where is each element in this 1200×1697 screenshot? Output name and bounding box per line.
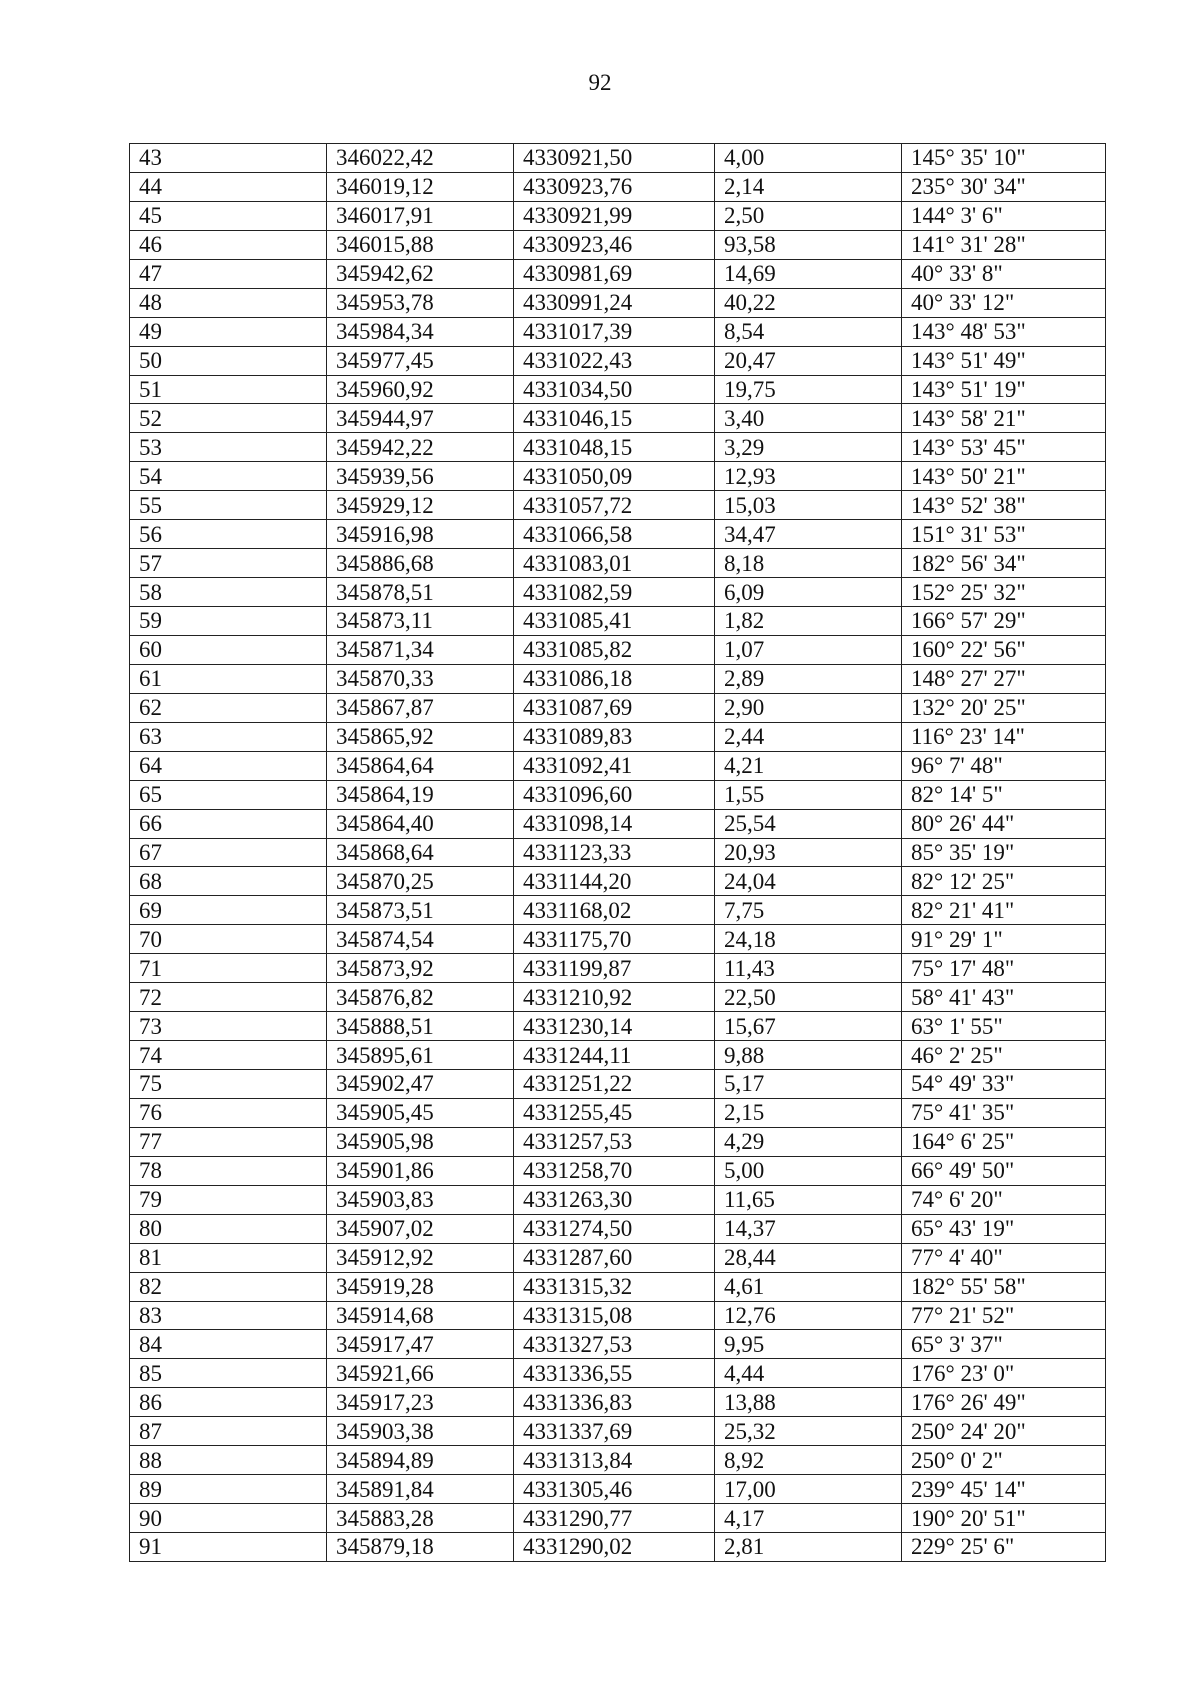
table-row	[130, 1388, 1106, 1417]
point-number-cell: 69	[130, 896, 327, 925]
distance-cell: 19,75	[715, 375, 902, 404]
distance-cell: 25,32	[715, 1417, 902, 1446]
x-coordinate-cell: 345917,47	[327, 1330, 514, 1359]
table-row	[130, 983, 1106, 1012]
table-row	[130, 1301, 1106, 1330]
distance-cell: 40,22	[715, 288, 902, 317]
table-row	[130, 1243, 1106, 1272]
point-number-cell: 72	[130, 983, 327, 1012]
table-row	[130, 346, 1106, 375]
point-number-cell: 63	[130, 722, 327, 751]
x-coordinate-cell: 345901,86	[327, 1156, 514, 1185]
table-row	[130, 549, 1106, 578]
bearing-cell: 143° 53' 45"	[902, 433, 1106, 462]
bearing-cell: 75° 17' 48"	[902, 954, 1106, 983]
x-coordinate-cell: 345960,92	[327, 375, 514, 404]
x-coordinate-cell: 345905,98	[327, 1127, 514, 1156]
distance-cell: 12,93	[715, 462, 902, 491]
x-coordinate-cell: 345912,92	[327, 1243, 514, 1272]
x-coordinate-cell: 345903,83	[327, 1185, 514, 1214]
distance-cell: 7,75	[715, 896, 902, 925]
table-row	[130, 1214, 1106, 1243]
y-coordinate-cell: 4331098,14	[514, 809, 715, 838]
distance-cell: 3,29	[715, 433, 902, 462]
point-number-cell: 87	[130, 1417, 327, 1446]
table-row	[130, 1446, 1106, 1475]
y-coordinate-cell: 4331251,22	[514, 1070, 715, 1099]
x-coordinate-cell: 345903,38	[327, 1417, 514, 1446]
point-number-cell: 60	[130, 635, 327, 664]
y-coordinate-cell: 4331017,39	[514, 317, 715, 346]
x-coordinate-cell: 345873,92	[327, 954, 514, 983]
y-coordinate-cell: 4331315,08	[514, 1301, 715, 1330]
distance-cell: 3,40	[715, 404, 902, 433]
table-row	[130, 230, 1106, 259]
table-row	[130, 1417, 1106, 1446]
distance-cell: 2,90	[715, 693, 902, 722]
distance-cell: 5,00	[715, 1156, 902, 1185]
table-row	[130, 288, 1106, 317]
x-coordinate-cell: 345888,51	[327, 1012, 514, 1041]
distance-cell: 2,15	[715, 1098, 902, 1127]
bearing-cell: 91° 29' 1"	[902, 925, 1106, 954]
bearing-cell: 77° 4' 40"	[902, 1243, 1106, 1272]
distance-cell: 1,82	[715, 607, 902, 636]
distance-cell: 14,69	[715, 259, 902, 288]
distance-cell: 25,54	[715, 809, 902, 838]
distance-cell: 11,65	[715, 1185, 902, 1214]
y-coordinate-cell: 4331092,41	[514, 751, 715, 780]
point-number-cell: 77	[130, 1127, 327, 1156]
y-coordinate-cell: 4330923,46	[514, 230, 715, 259]
y-coordinate-cell: 4331257,53	[514, 1127, 715, 1156]
table-row	[130, 520, 1106, 549]
bearing-cell: 235° 30' 34"	[902, 172, 1106, 201]
point-number-cell: 62	[130, 693, 327, 722]
bearing-cell: 151° 31' 53"	[902, 520, 1106, 549]
y-coordinate-cell: 4331210,92	[514, 983, 715, 1012]
y-coordinate-cell: 4331258,70	[514, 1156, 715, 1185]
bearing-cell: 65° 3' 37"	[902, 1330, 1106, 1359]
table-row	[130, 1098, 1106, 1127]
x-coordinate-cell: 345916,98	[327, 520, 514, 549]
distance-cell: 4,21	[715, 751, 902, 780]
x-coordinate-cell: 345878,51	[327, 578, 514, 607]
x-coordinate-cell: 345907,02	[327, 1214, 514, 1243]
point-number-cell: 75	[130, 1070, 327, 1099]
x-coordinate-cell: 345873,11	[327, 607, 514, 636]
point-number-cell: 48	[130, 288, 327, 317]
bearing-cell: 182° 55' 58"	[902, 1272, 1106, 1301]
y-coordinate-cell: 4331048,15	[514, 433, 715, 462]
y-coordinate-cell: 4331337,69	[514, 1417, 715, 1446]
point-number-cell: 52	[130, 404, 327, 433]
distance-cell: 93,58	[715, 230, 902, 259]
x-coordinate-cell: 345891,84	[327, 1475, 514, 1504]
y-coordinate-cell: 4331327,53	[514, 1330, 715, 1359]
x-coordinate-cell: 345914,68	[327, 1301, 514, 1330]
bearing-cell: 85° 35' 19"	[902, 838, 1106, 867]
point-number-cell: 55	[130, 491, 327, 520]
bearing-cell: 250° 0' 2"	[902, 1446, 1106, 1475]
point-number-cell: 78	[130, 1156, 327, 1185]
bearing-cell: 132° 20' 25"	[902, 693, 1106, 722]
y-coordinate-cell: 4331287,60	[514, 1243, 715, 1272]
y-coordinate-cell: 4331255,45	[514, 1098, 715, 1127]
point-number-cell: 66	[130, 809, 327, 838]
x-coordinate-cell: 346022,42	[327, 144, 514, 173]
x-coordinate-cell: 346017,91	[327, 201, 514, 230]
point-number-cell: 85	[130, 1359, 327, 1388]
distance-cell: 14,37	[715, 1214, 902, 1243]
distance-cell: 1,55	[715, 780, 902, 809]
distance-cell: 8,92	[715, 1446, 902, 1475]
bearing-cell: 190° 20' 51"	[902, 1504, 1106, 1533]
point-number-cell: 79	[130, 1185, 327, 1214]
y-coordinate-cell: 4331290,02	[514, 1533, 715, 1562]
point-number-cell: 91	[130, 1533, 327, 1562]
bearing-cell: 65° 43' 19"	[902, 1214, 1106, 1243]
point-number-cell: 56	[130, 520, 327, 549]
x-coordinate-cell: 345944,97	[327, 404, 514, 433]
bearing-cell: 176° 26' 49"	[902, 1388, 1106, 1417]
bearing-cell: 143° 51' 49"	[902, 346, 1106, 375]
table-row	[130, 259, 1106, 288]
x-coordinate-cell: 345984,34	[327, 317, 514, 346]
table-row	[130, 751, 1106, 780]
x-coordinate-cell: 345871,34	[327, 635, 514, 664]
bearing-cell: 141° 31' 28"	[902, 230, 1106, 259]
table-row	[130, 1272, 1106, 1301]
x-coordinate-cell: 345864,40	[327, 809, 514, 838]
distance-cell: 9,95	[715, 1330, 902, 1359]
y-coordinate-cell: 4331066,58	[514, 520, 715, 549]
point-number-cell: 64	[130, 751, 327, 780]
distance-cell: 20,47	[715, 346, 902, 375]
distance-cell: 1,07	[715, 635, 902, 664]
y-coordinate-cell: 4331244,11	[514, 1041, 715, 1070]
y-coordinate-cell: 4331199,87	[514, 954, 715, 983]
y-coordinate-cell: 4331144,20	[514, 867, 715, 896]
y-coordinate-cell: 4331050,09	[514, 462, 715, 491]
table-row	[130, 896, 1106, 925]
table-row	[130, 1070, 1106, 1099]
table-row	[130, 404, 1106, 433]
y-coordinate-cell: 4331336,55	[514, 1359, 715, 1388]
x-coordinate-cell: 345870,33	[327, 664, 514, 693]
table-row	[130, 1504, 1106, 1533]
bearing-cell: 66° 49' 50"	[902, 1156, 1106, 1185]
y-coordinate-cell: 4331022,43	[514, 346, 715, 375]
y-coordinate-cell: 4331082,59	[514, 578, 715, 607]
table-row	[130, 722, 1106, 751]
y-coordinate-cell: 4330921,99	[514, 201, 715, 230]
table-row	[130, 838, 1106, 867]
bearing-cell: 143° 58' 21"	[902, 404, 1106, 433]
table-row	[130, 375, 1106, 404]
point-number-cell: 82	[130, 1272, 327, 1301]
table-row	[130, 1330, 1106, 1359]
distance-cell: 12,76	[715, 1301, 902, 1330]
distance-cell: 4,44	[715, 1359, 902, 1388]
point-number-cell: 61	[130, 664, 327, 693]
table-row	[130, 1041, 1106, 1070]
distance-cell: 20,93	[715, 838, 902, 867]
x-coordinate-cell: 345865,92	[327, 722, 514, 751]
x-coordinate-cell: 345977,45	[327, 346, 514, 375]
point-number-cell: 83	[130, 1301, 327, 1330]
y-coordinate-cell: 4330981,69	[514, 259, 715, 288]
point-number-cell: 68	[130, 867, 327, 896]
y-coordinate-cell: 4331175,70	[514, 925, 715, 954]
y-coordinate-cell: 4331315,32	[514, 1272, 715, 1301]
bearing-cell: 116° 23' 14"	[902, 722, 1106, 751]
x-coordinate-cell: 346015,88	[327, 230, 514, 259]
distance-cell: 2,81	[715, 1533, 902, 1562]
point-number-cell: 81	[130, 1243, 327, 1272]
table-row	[130, 1475, 1106, 1504]
distance-cell: 9,88	[715, 1041, 902, 1070]
point-number-cell: 67	[130, 838, 327, 867]
bearing-cell: 46° 2' 25"	[902, 1041, 1106, 1070]
table-row	[130, 693, 1106, 722]
bearing-cell: 82° 12' 25"	[902, 867, 1106, 896]
bearing-cell: 250° 24' 20"	[902, 1417, 1106, 1446]
table-row	[130, 809, 1106, 838]
bearing-cell: 77° 21' 52"	[902, 1301, 1106, 1330]
x-coordinate-cell: 345894,89	[327, 1446, 514, 1475]
point-number-cell: 53	[130, 433, 327, 462]
bearing-cell: 80° 26' 44"	[902, 809, 1106, 838]
bearing-cell: 145° 35' 10"	[902, 144, 1106, 173]
table-row	[130, 607, 1106, 636]
bearing-cell: 176° 23' 0"	[902, 1359, 1106, 1388]
x-coordinate-cell: 345868,64	[327, 838, 514, 867]
point-number-cell: 76	[130, 1098, 327, 1127]
distance-cell: 15,03	[715, 491, 902, 520]
point-number-cell: 46	[130, 230, 327, 259]
point-number-cell: 57	[130, 549, 327, 578]
table-row	[130, 1359, 1106, 1388]
distance-cell: 13,88	[715, 1388, 902, 1417]
x-coordinate-cell: 345921,66	[327, 1359, 514, 1388]
point-number-cell: 90	[130, 1504, 327, 1533]
y-coordinate-cell: 4331034,50	[514, 375, 715, 404]
distance-cell: 11,43	[715, 954, 902, 983]
y-coordinate-cell: 4331085,82	[514, 635, 715, 664]
bearing-cell: 160° 22' 56"	[902, 635, 1106, 664]
bearing-cell: 63° 1' 55"	[902, 1012, 1106, 1041]
distance-cell: 2,50	[715, 201, 902, 230]
point-number-cell: 88	[130, 1446, 327, 1475]
distance-cell: 28,44	[715, 1243, 902, 1272]
coordinates-table	[129, 143, 1106, 1562]
bearing-cell: 152° 25' 32"	[902, 578, 1106, 607]
y-coordinate-cell: 4331336,83	[514, 1388, 715, 1417]
bearing-cell: 148° 27' 27"	[902, 664, 1106, 693]
x-coordinate-cell: 345942,62	[327, 259, 514, 288]
table-row	[130, 867, 1106, 896]
distance-cell: 5,17	[715, 1070, 902, 1099]
x-coordinate-cell: 345919,28	[327, 1272, 514, 1301]
y-coordinate-cell: 4330923,76	[514, 172, 715, 201]
page-number: 92	[588, 70, 612, 95]
x-coordinate-cell: 345902,47	[327, 1070, 514, 1099]
table-row	[130, 317, 1106, 346]
y-coordinate-cell: 4331263,30	[514, 1185, 715, 1214]
y-coordinate-cell: 4331168,02	[514, 896, 715, 925]
point-number-cell: 45	[130, 201, 327, 230]
point-number-cell: 74	[130, 1041, 327, 1070]
y-coordinate-cell: 4330921,50	[514, 144, 715, 173]
x-coordinate-cell: 345864,64	[327, 751, 514, 780]
point-number-cell: 86	[130, 1388, 327, 1417]
bearing-cell: 166° 57' 29"	[902, 607, 1106, 636]
y-coordinate-cell: 4331083,01	[514, 549, 715, 578]
distance-cell: 4,61	[715, 1272, 902, 1301]
x-coordinate-cell: 345895,61	[327, 1041, 514, 1070]
distance-cell: 4,17	[715, 1504, 902, 1533]
x-coordinate-cell: 345874,54	[327, 925, 514, 954]
bearing-cell: 75° 41' 35"	[902, 1098, 1106, 1127]
x-coordinate-cell: 345873,51	[327, 896, 514, 925]
x-coordinate-cell: 345879,18	[327, 1533, 514, 1562]
x-coordinate-cell: 345870,25	[327, 867, 514, 896]
table-row	[130, 172, 1106, 201]
point-number-cell: 59	[130, 607, 327, 636]
x-coordinate-cell: 345953,78	[327, 288, 514, 317]
bearing-cell: 239° 45' 14"	[902, 1475, 1106, 1504]
x-coordinate-cell: 346019,12	[327, 172, 514, 201]
table-row	[130, 1185, 1106, 1214]
distance-cell: 8,18	[715, 549, 902, 578]
y-coordinate-cell: 4331086,18	[514, 664, 715, 693]
x-coordinate-cell: 345867,87	[327, 693, 514, 722]
y-coordinate-cell: 4331313,84	[514, 1446, 715, 1475]
distance-cell: 15,67	[715, 1012, 902, 1041]
table-row	[130, 925, 1106, 954]
table-row	[130, 201, 1106, 230]
bearing-cell: 96° 7' 48"	[902, 751, 1106, 780]
bearing-cell: 144° 3' 6"	[902, 201, 1106, 230]
y-coordinate-cell: 4331085,41	[514, 607, 715, 636]
table-row	[130, 635, 1106, 664]
y-coordinate-cell: 4331123,33	[514, 838, 715, 867]
y-coordinate-cell: 4331096,60	[514, 780, 715, 809]
distance-cell: 17,00	[715, 1475, 902, 1504]
x-coordinate-cell: 345942,22	[327, 433, 514, 462]
point-number-cell: 49	[130, 317, 327, 346]
bearing-cell: 143° 48' 53"	[902, 317, 1106, 346]
x-coordinate-cell: 345939,56	[327, 462, 514, 491]
distance-cell: 8,54	[715, 317, 902, 346]
x-coordinate-cell: 345876,82	[327, 983, 514, 1012]
point-number-cell: 47	[130, 259, 327, 288]
point-number-cell: 71	[130, 954, 327, 983]
distance-cell: 4,29	[715, 1127, 902, 1156]
table-row	[130, 144, 1106, 173]
point-number-cell: 70	[130, 925, 327, 954]
y-coordinate-cell: 4331057,72	[514, 491, 715, 520]
table-row	[130, 1012, 1106, 1041]
x-coordinate-cell: 345917,23	[327, 1388, 514, 1417]
y-coordinate-cell: 4331046,15	[514, 404, 715, 433]
distance-cell: 2,89	[715, 664, 902, 693]
point-number-cell: 89	[130, 1475, 327, 1504]
point-number-cell: 43	[130, 144, 327, 173]
table-row	[130, 664, 1106, 693]
bearing-cell: 182° 56' 34"	[902, 549, 1106, 578]
point-number-cell: 73	[130, 1012, 327, 1041]
point-number-cell: 58	[130, 578, 327, 607]
point-number-cell: 44	[130, 172, 327, 201]
distance-cell: 2,44	[715, 722, 902, 751]
y-coordinate-cell: 4331089,83	[514, 722, 715, 751]
x-coordinate-cell: 345864,19	[327, 780, 514, 809]
coordinates-table-body	[130, 144, 1106, 1562]
x-coordinate-cell: 345883,28	[327, 1504, 514, 1533]
y-coordinate-cell: 4330991,24	[514, 288, 715, 317]
table-row	[130, 462, 1106, 491]
bearing-cell: 40° 33' 8"	[902, 259, 1106, 288]
bearing-cell: 143° 50' 21"	[902, 462, 1106, 491]
point-number-cell: 80	[130, 1214, 327, 1243]
point-number-cell: 84	[130, 1330, 327, 1359]
y-coordinate-cell: 4331305,46	[514, 1475, 715, 1504]
point-number-cell: 51	[130, 375, 327, 404]
bearing-cell: 58° 41' 43"	[902, 983, 1106, 1012]
bearing-cell: 143° 52' 38"	[902, 491, 1106, 520]
table-row	[130, 1533, 1106, 1562]
bearing-cell: 143° 51' 19"	[902, 375, 1106, 404]
bearing-cell: 74° 6' 20"	[902, 1185, 1106, 1214]
distance-cell: 24,18	[715, 925, 902, 954]
bearing-cell: 164° 6' 25"	[902, 1127, 1106, 1156]
point-number-cell: 54	[130, 462, 327, 491]
distance-cell: 6,09	[715, 578, 902, 607]
point-number-cell: 65	[130, 780, 327, 809]
table-row	[130, 578, 1106, 607]
y-coordinate-cell: 4331290,77	[514, 1504, 715, 1533]
table-row	[130, 780, 1106, 809]
bearing-cell: 82° 14' 5"	[902, 780, 1106, 809]
table-row	[130, 1127, 1106, 1156]
table-row	[130, 954, 1106, 983]
x-coordinate-cell: 345929,12	[327, 491, 514, 520]
bearing-cell: 54° 49' 33"	[902, 1070, 1106, 1099]
distance-cell: 34,47	[715, 520, 902, 549]
bearing-cell: 82° 21' 41"	[902, 896, 1106, 925]
table-row	[130, 491, 1106, 520]
x-coordinate-cell: 345905,45	[327, 1098, 514, 1127]
point-number-cell: 50	[130, 346, 327, 375]
distance-cell: 2,14	[715, 172, 902, 201]
y-coordinate-cell: 4331274,50	[514, 1214, 715, 1243]
bearing-cell: 229° 25' 6"	[902, 1533, 1106, 1562]
table-row	[130, 433, 1106, 462]
distance-cell: 24,04	[715, 867, 902, 896]
y-coordinate-cell: 4331087,69	[514, 693, 715, 722]
x-coordinate-cell: 345886,68	[327, 549, 514, 578]
table-row	[130, 1156, 1106, 1185]
bearing-cell: 40° 33' 12"	[902, 288, 1106, 317]
distance-cell: 22,50	[715, 983, 902, 1012]
y-coordinate-cell: 4331230,14	[514, 1012, 715, 1041]
distance-cell: 4,00	[715, 144, 902, 173]
